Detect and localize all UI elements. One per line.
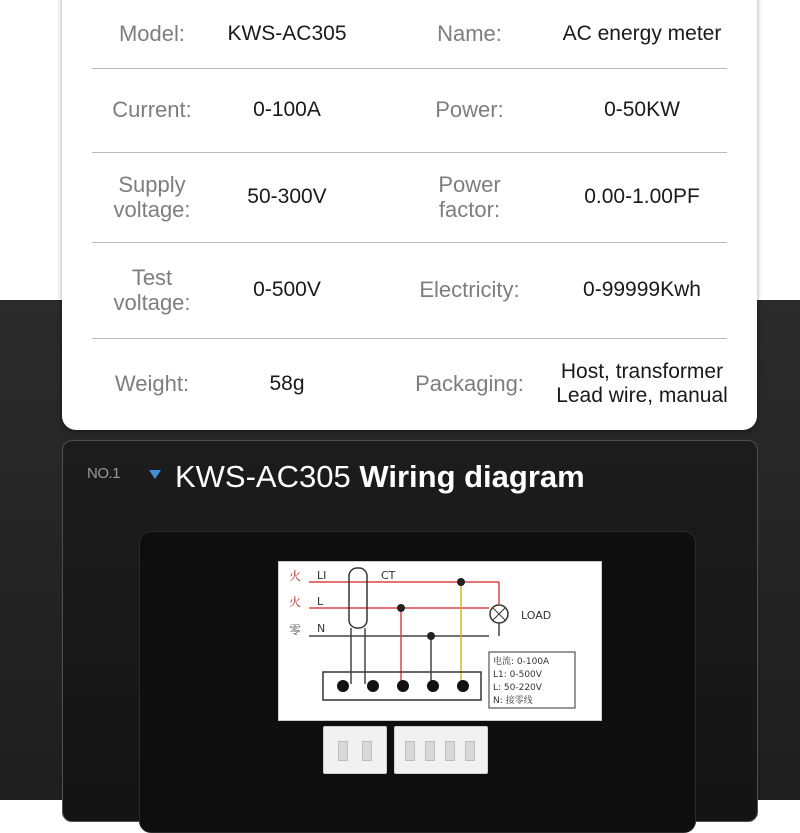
spec-value: AC energy meter bbox=[562, 21, 722, 45]
wire-label-l-cn: 火 bbox=[289, 595, 302, 609]
spec-value: 0-100A bbox=[253, 97, 321, 121]
connector-2pin bbox=[323, 726, 387, 774]
connector-4pin bbox=[394, 726, 488, 774]
spec-label: Supply voltage: bbox=[113, 171, 191, 222]
spec-label: Test voltage: bbox=[113, 264, 191, 315]
spec-value: Host, transformer Lead wire, manual bbox=[556, 359, 728, 407]
diagram-title-text: Wiring diagram bbox=[359, 459, 585, 494]
section-number: NO.1 bbox=[87, 465, 121, 482]
spec-label: Name: bbox=[437, 21, 502, 47]
ct-coil-icon bbox=[349, 568, 367, 628]
wire-code-n: N bbox=[317, 622, 326, 635]
spec-value: KWS-AC305 bbox=[227, 21, 347, 45]
spec-row-model bbox=[92, 0, 727, 69]
wiring-schematic bbox=[279, 562, 601, 720]
spec-box-line: 电流: 0-100A bbox=[493, 657, 550, 667]
spec-value: 0-99999Kwh bbox=[583, 277, 701, 301]
triangle-down-icon bbox=[149, 470, 161, 479]
spec-card bbox=[62, 0, 757, 430]
wire-label-n-cn: 零 bbox=[289, 623, 302, 637]
ct-label: CT bbox=[381, 569, 396, 582]
spec-value: 0.00-1.00PF bbox=[584, 184, 700, 208]
meter-body-image bbox=[139, 531, 696, 833]
spec-label: Power factor: bbox=[438, 171, 501, 222]
spec-row-voltage bbox=[92, 152, 727, 243]
load-label: LOAD bbox=[521, 609, 552, 622]
spec-label: Power: bbox=[435, 97, 504, 123]
spec-label: Packaging: bbox=[415, 371, 524, 397]
spec-value: 58g bbox=[269, 371, 305, 395]
spec-value: 0-50KW bbox=[604, 97, 680, 121]
spec-label: Current: bbox=[112, 97, 192, 123]
wire-code-li: LI bbox=[317, 569, 327, 582]
wire-code-l: L bbox=[317, 595, 324, 608]
spec-value: 50-300V bbox=[247, 184, 327, 208]
diagram-title-model: KWS-AC305 bbox=[175, 459, 351, 494]
spec-box-line: L1: 0-500V bbox=[493, 670, 542, 680]
wiring-label bbox=[278, 561, 602, 721]
diagram-title bbox=[175, 459, 585, 495]
wire-label-li-cn: 火 bbox=[289, 569, 302, 583]
spec-value: 0-500V bbox=[253, 277, 321, 301]
spec-row-current bbox=[92, 68, 727, 153]
wiring-diagram-panel bbox=[62, 440, 758, 822]
spec-row-test bbox=[92, 242, 727, 339]
spec-label: Model: bbox=[118, 21, 186, 47]
spec-label: Weight: bbox=[114, 371, 190, 397]
spec-box-line: L: 50-220V bbox=[493, 683, 542, 693]
spec-box-line: N: 接零线 bbox=[493, 696, 533, 706]
spec-label: Electricity: bbox=[419, 277, 520, 303]
spec-row-weight bbox=[92, 338, 727, 430]
